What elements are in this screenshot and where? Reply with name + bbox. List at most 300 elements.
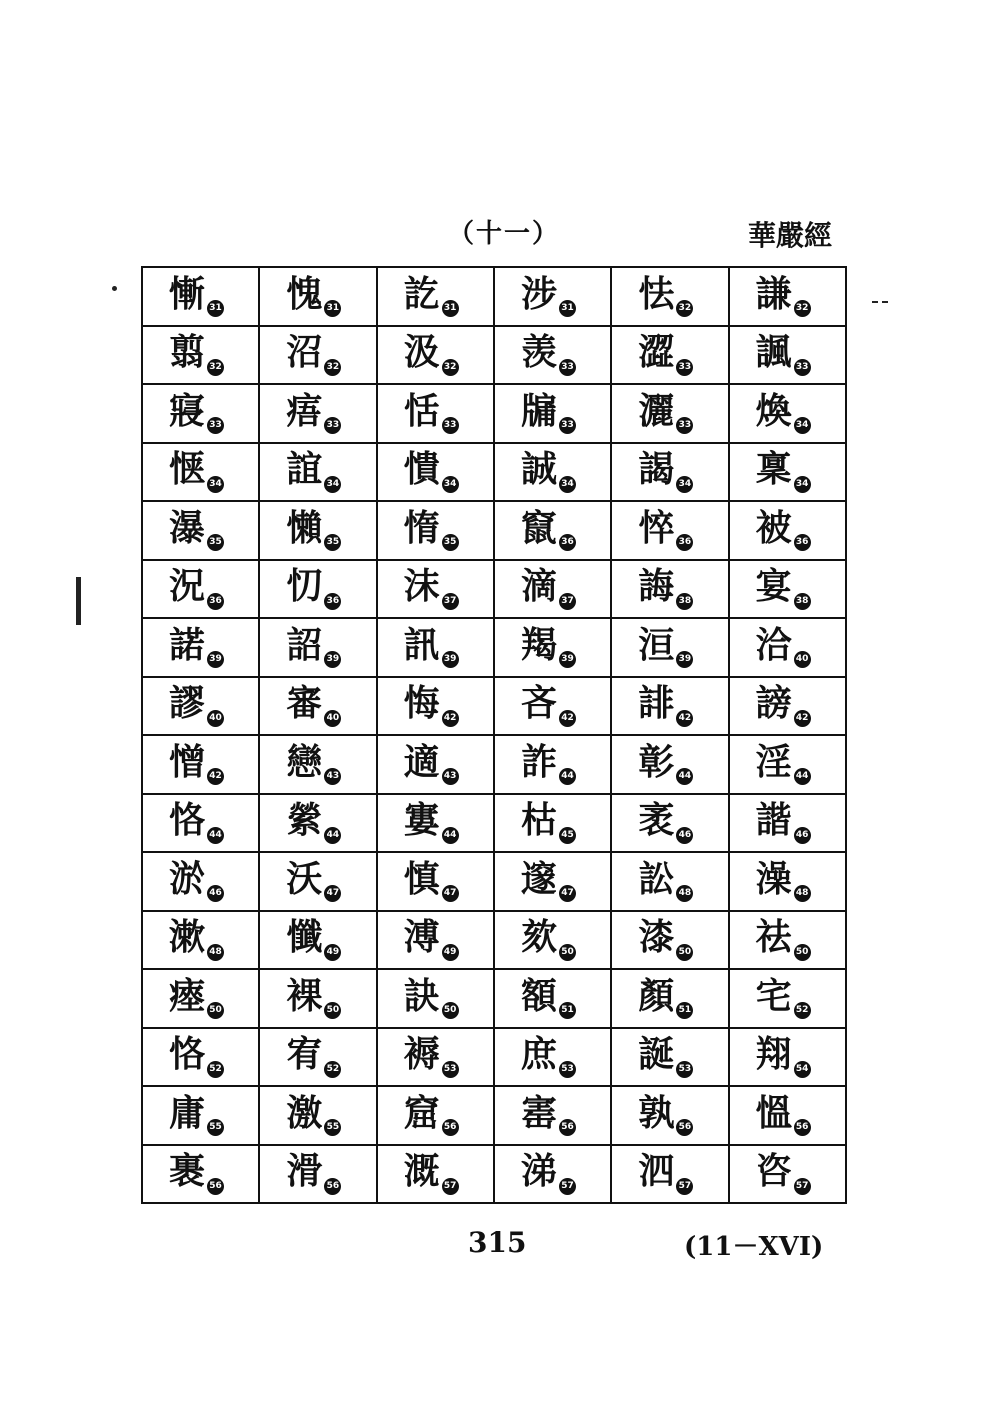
character-cell bbox=[259, 677, 376, 736]
character: 宥 bbox=[286, 1033, 323, 1075]
character: 庸 bbox=[169, 1091, 206, 1134]
character: 惬 bbox=[169, 448, 206, 490]
character-cell bbox=[611, 326, 728, 385]
character-cell bbox=[611, 1145, 728, 1204]
character-cell bbox=[259, 969, 376, 1028]
circled-number: 31 bbox=[442, 300, 459, 317]
circled-number: 53 bbox=[442, 1061, 459, 1078]
character: 淫 bbox=[755, 740, 792, 783]
table-row bbox=[142, 852, 846, 911]
table-row bbox=[142, 969, 846, 1028]
character-cell bbox=[142, 852, 259, 911]
character-cell bbox=[377, 501, 494, 560]
character: 漱 bbox=[169, 916, 206, 958]
character-cell bbox=[611, 384, 728, 443]
circled-number: 37 bbox=[559, 593, 576, 610]
character-cell bbox=[377, 560, 494, 619]
character-cell bbox=[377, 794, 494, 853]
character: 洹 bbox=[638, 623, 675, 666]
character: 涕 bbox=[520, 1150, 557, 1192]
character-cell bbox=[611, 1028, 728, 1087]
character: 沃 bbox=[286, 857, 323, 900]
circled-number: 36 bbox=[676, 534, 693, 551]
character: 澀 bbox=[638, 331, 675, 373]
circled-number: 42 bbox=[559, 710, 576, 727]
circled-number: 56 bbox=[324, 1178, 341, 1195]
circled-number: 35 bbox=[207, 534, 224, 551]
page-number: 315 bbox=[468, 1226, 527, 1259]
character-cell bbox=[377, 1086, 494, 1145]
circled-number: 34 bbox=[794, 476, 811, 493]
circled-number: 33 bbox=[676, 359, 693, 376]
character: 訖 bbox=[403, 272, 440, 315]
circled-number: 31 bbox=[207, 300, 224, 317]
character-cell bbox=[377, 443, 494, 502]
circled-number: 48 bbox=[207, 944, 224, 961]
character-cell bbox=[611, 618, 728, 677]
character: 孰 bbox=[638, 1091, 675, 1134]
character-cell bbox=[494, 1086, 611, 1145]
print-speck bbox=[882, 301, 888, 303]
character-cell bbox=[494, 326, 611, 385]
character: 誠 bbox=[520, 448, 557, 490]
character: 灑 bbox=[638, 389, 675, 432]
character-cell bbox=[729, 852, 846, 911]
circled-number: 39 bbox=[559, 651, 576, 668]
circled-number: 40 bbox=[207, 710, 224, 727]
character-cell bbox=[494, 735, 611, 794]
character: 被 bbox=[755, 506, 792, 549]
table-row bbox=[142, 1145, 846, 1204]
circled-number: 33 bbox=[559, 417, 576, 434]
circled-number: 34 bbox=[559, 476, 576, 493]
character-cell bbox=[494, 267, 611, 326]
circled-number: 36 bbox=[794, 534, 811, 551]
character-cell bbox=[142, 794, 259, 853]
circled-number: 47 bbox=[559, 885, 576, 902]
character-cell bbox=[377, 384, 494, 443]
character: 詔 bbox=[286, 623, 323, 666]
character-cell bbox=[729, 1086, 846, 1145]
circled-number: 34 bbox=[794, 417, 811, 434]
circled-number: 57 bbox=[442, 1178, 459, 1195]
circled-number: 36 bbox=[559, 534, 576, 551]
circled-number: 32 bbox=[794, 300, 811, 317]
character-cell bbox=[142, 560, 259, 619]
character-cell bbox=[259, 735, 376, 794]
character: 沼 bbox=[286, 331, 323, 373]
volume-code: (11－XVI) bbox=[684, 1232, 824, 1262]
circled-number: 31 bbox=[559, 300, 576, 317]
circled-number: 56 bbox=[676, 1119, 693, 1136]
character: 竄 bbox=[520, 506, 557, 549]
circled-number: 48 bbox=[676, 885, 693, 902]
character: 諧 bbox=[755, 799, 792, 841]
character: 欬 bbox=[520, 916, 557, 958]
character: 寚 bbox=[520, 1091, 557, 1134]
character: 訟 bbox=[638, 857, 675, 900]
character: 翦 bbox=[169, 331, 206, 373]
circled-number: 43 bbox=[324, 768, 341, 785]
table-row bbox=[142, 501, 846, 560]
character: 愧 bbox=[286, 272, 323, 315]
character-cell bbox=[729, 794, 846, 853]
print-speck bbox=[112, 286, 117, 291]
character: 澡 bbox=[755, 857, 792, 900]
circled-number: 56 bbox=[442, 1119, 459, 1136]
character-cell bbox=[377, 911, 494, 970]
circled-number: 42 bbox=[676, 710, 693, 727]
circled-number: 33 bbox=[676, 417, 693, 434]
circled-number: 49 bbox=[442, 944, 459, 961]
print-speck bbox=[872, 301, 878, 303]
character: 邃 bbox=[520, 857, 557, 900]
character: 咨 bbox=[755, 1150, 792, 1192]
character-cell bbox=[142, 735, 259, 794]
character-cell bbox=[377, 326, 494, 385]
circled-number: 56 bbox=[207, 1178, 224, 1195]
character: 痦 bbox=[286, 389, 323, 432]
character: 慎 bbox=[403, 857, 440, 900]
character-cell bbox=[377, 677, 494, 736]
character-cell bbox=[611, 969, 728, 1028]
character: 彰 bbox=[638, 740, 675, 783]
character: 謬 bbox=[169, 682, 206, 724]
character: 寠 bbox=[403, 799, 440, 841]
character-cell bbox=[494, 969, 611, 1028]
circled-number: 44 bbox=[676, 768, 693, 785]
circled-number: 52 bbox=[794, 1002, 811, 1019]
character: 枯 bbox=[520, 799, 557, 841]
character-cell bbox=[729, 560, 846, 619]
character: 懺 bbox=[286, 916, 323, 958]
character-cell bbox=[729, 1028, 846, 1087]
table-row bbox=[142, 618, 846, 677]
character: 審 bbox=[286, 682, 323, 724]
character: 訊 bbox=[403, 623, 440, 666]
character-cell bbox=[611, 443, 728, 502]
character: 裹 bbox=[169, 1150, 206, 1192]
circled-number: 53 bbox=[676, 1061, 693, 1078]
table-row bbox=[142, 1086, 846, 1145]
character-cell bbox=[494, 1028, 611, 1087]
character: 詐 bbox=[520, 740, 557, 783]
character: 漆 bbox=[638, 916, 675, 958]
character-cell bbox=[142, 1145, 259, 1204]
circled-number: 44 bbox=[324, 827, 341, 844]
character: 吝 bbox=[520, 682, 557, 724]
circled-number: 57 bbox=[559, 1178, 576, 1195]
character-cell bbox=[729, 443, 846, 502]
character: 謙 bbox=[755, 272, 792, 315]
character: 額 bbox=[520, 974, 557, 1017]
character: 訣 bbox=[403, 974, 440, 1017]
circled-number: 42 bbox=[207, 768, 224, 785]
circled-number: 36 bbox=[324, 593, 341, 610]
character: 淤 bbox=[169, 857, 206, 900]
character-cell bbox=[377, 735, 494, 794]
character-cell bbox=[729, 911, 846, 970]
character-cell bbox=[142, 1086, 259, 1145]
circled-number: 51 bbox=[559, 1002, 576, 1019]
circled-number: 35 bbox=[442, 534, 459, 551]
character: 憒 bbox=[403, 448, 440, 490]
character-cell bbox=[729, 384, 846, 443]
character-cell bbox=[729, 618, 846, 677]
character: 憎 bbox=[169, 740, 206, 783]
character-table bbox=[141, 266, 847, 1204]
character-cell bbox=[142, 384, 259, 443]
character: 慍 bbox=[755, 1091, 792, 1134]
circled-number: 42 bbox=[794, 710, 811, 727]
circled-number: 50 bbox=[442, 1002, 459, 1019]
character: 洽 bbox=[755, 623, 792, 666]
character-cell bbox=[142, 501, 259, 560]
circled-number: 39 bbox=[207, 651, 224, 668]
character: 瀑 bbox=[169, 506, 206, 549]
circled-number: 54 bbox=[794, 1061, 811, 1078]
sutra-title: 華嚴經 bbox=[748, 219, 833, 252]
character: 諷 bbox=[755, 331, 792, 373]
character: 宴 bbox=[755, 565, 792, 607]
character-cell bbox=[611, 852, 728, 911]
circled-number: 38 bbox=[676, 593, 693, 610]
character-cell bbox=[259, 267, 376, 326]
character: 瘞 bbox=[169, 974, 206, 1017]
character: 誨 bbox=[638, 565, 675, 607]
character: 寢 bbox=[169, 389, 206, 432]
circled-number: 43 bbox=[442, 768, 459, 785]
print-mark bbox=[76, 577, 81, 625]
character-cell bbox=[377, 267, 494, 326]
circled-number: 50 bbox=[559, 944, 576, 961]
character-cell bbox=[259, 618, 376, 677]
character: 怯 bbox=[638, 272, 675, 315]
character-cell bbox=[729, 969, 846, 1028]
character-cell bbox=[494, 384, 611, 443]
circled-number: 38 bbox=[794, 593, 811, 610]
character-cell bbox=[259, 560, 376, 619]
circled-number: 40 bbox=[794, 651, 811, 668]
character-cell bbox=[611, 267, 728, 326]
circled-number: 34 bbox=[676, 476, 693, 493]
circled-number: 34 bbox=[324, 476, 341, 493]
character-cell bbox=[611, 560, 728, 619]
character-cell bbox=[494, 618, 611, 677]
circled-number: 39 bbox=[676, 651, 693, 668]
character: 滴 bbox=[520, 565, 557, 607]
character: 慚 bbox=[169, 272, 206, 315]
character-cell bbox=[377, 852, 494, 911]
table-row bbox=[142, 1028, 846, 1087]
circled-number: 50 bbox=[207, 1002, 224, 1019]
character-cell bbox=[611, 1086, 728, 1145]
character-cell bbox=[494, 677, 611, 736]
table-row bbox=[142, 443, 846, 502]
table-row bbox=[142, 560, 846, 619]
character: 稟 bbox=[755, 448, 792, 490]
character: 汲 bbox=[403, 331, 440, 373]
table-row bbox=[142, 326, 846, 385]
character-cell bbox=[259, 1086, 376, 1145]
character-cell bbox=[729, 326, 846, 385]
circled-number: 39 bbox=[324, 651, 341, 668]
character-cell bbox=[729, 677, 846, 736]
circled-number: 39 bbox=[442, 651, 459, 668]
character: 窟 bbox=[403, 1091, 440, 1134]
circled-number: 46 bbox=[794, 827, 811, 844]
character-cell bbox=[377, 1145, 494, 1204]
character-cell bbox=[259, 384, 376, 443]
character-cell bbox=[611, 677, 728, 736]
circled-number: 47 bbox=[442, 885, 459, 902]
character: 縈 bbox=[286, 799, 323, 841]
character: 溉 bbox=[403, 1150, 440, 1192]
character-cell bbox=[494, 501, 611, 560]
character-cell bbox=[259, 1145, 376, 1204]
character: 悴 bbox=[638, 506, 675, 549]
character: 謗 bbox=[755, 682, 792, 724]
character: 懶 bbox=[286, 506, 323, 549]
circled-number: 46 bbox=[676, 827, 693, 844]
character-cell bbox=[494, 560, 611, 619]
circled-number: 50 bbox=[324, 1002, 341, 1019]
circled-number: 49 bbox=[324, 944, 341, 961]
character: 袤 bbox=[638, 799, 675, 841]
character: 謁 bbox=[638, 448, 675, 490]
circled-number: 52 bbox=[207, 1061, 224, 1078]
character-cell bbox=[259, 501, 376, 560]
character-cell bbox=[142, 443, 259, 502]
circled-number: 56 bbox=[794, 1119, 811, 1136]
character-cell bbox=[142, 267, 259, 326]
character: 祛 bbox=[755, 916, 792, 958]
character: 顏 bbox=[638, 974, 675, 1017]
circled-number: 44 bbox=[442, 827, 459, 844]
table-row bbox=[142, 794, 846, 853]
character: 恪 bbox=[169, 799, 206, 841]
character: 褥 bbox=[403, 1033, 440, 1075]
character: 牖 bbox=[520, 389, 557, 432]
circled-number: 48 bbox=[794, 885, 811, 902]
character-cell bbox=[377, 969, 494, 1028]
character-cell bbox=[729, 501, 846, 560]
table-row bbox=[142, 911, 846, 970]
circled-number: 36 bbox=[207, 593, 224, 610]
character: 況 bbox=[169, 565, 206, 607]
character-cell bbox=[611, 794, 728, 853]
circled-number: 33 bbox=[559, 359, 576, 376]
table-row bbox=[142, 677, 846, 736]
character: 泗 bbox=[638, 1150, 675, 1192]
character: 翔 bbox=[755, 1033, 792, 1075]
character-cell bbox=[611, 501, 728, 560]
character: 溥 bbox=[403, 916, 440, 958]
circled-number: 32 bbox=[442, 359, 459, 376]
character: 宅 bbox=[755, 974, 792, 1017]
character: 滑 bbox=[286, 1150, 323, 1192]
circled-number: 55 bbox=[207, 1119, 224, 1136]
circled-number: 33 bbox=[442, 417, 459, 434]
table-row bbox=[142, 735, 846, 794]
character-cell bbox=[142, 969, 259, 1028]
circled-number: 44 bbox=[794, 768, 811, 785]
character-cell bbox=[259, 1028, 376, 1087]
character: 誕 bbox=[638, 1033, 675, 1075]
circled-number: 52 bbox=[324, 1061, 341, 1078]
circled-number: 34 bbox=[442, 476, 459, 493]
character-cell bbox=[377, 618, 494, 677]
circled-number: 33 bbox=[794, 359, 811, 376]
character: 誼 bbox=[286, 448, 323, 490]
circled-number: 57 bbox=[794, 1178, 811, 1195]
character-cell bbox=[142, 326, 259, 385]
circled-number: 50 bbox=[676, 944, 693, 961]
character-cell bbox=[494, 911, 611, 970]
character-cell bbox=[259, 911, 376, 970]
character-cell bbox=[494, 852, 611, 911]
table-row bbox=[142, 267, 846, 326]
circled-number: 50 bbox=[794, 944, 811, 961]
circled-number: 32 bbox=[676, 300, 693, 317]
character-cell bbox=[729, 1145, 846, 1204]
circled-number: 47 bbox=[324, 885, 341, 902]
character: 庶 bbox=[520, 1033, 557, 1075]
character: 諾 bbox=[169, 623, 206, 666]
character-cell bbox=[611, 735, 728, 794]
character-cell bbox=[259, 443, 376, 502]
character-cell bbox=[142, 677, 259, 736]
character: 悔 bbox=[403, 682, 440, 724]
character: 涉 bbox=[520, 272, 557, 315]
circled-number: 37 bbox=[442, 593, 459, 610]
circled-number: 56 bbox=[559, 1119, 576, 1136]
character: 惰 bbox=[403, 506, 440, 549]
circled-number: 57 bbox=[676, 1178, 693, 1195]
character-cell bbox=[259, 794, 376, 853]
character: 恪 bbox=[169, 1033, 206, 1075]
circled-number: 55 bbox=[324, 1119, 341, 1136]
character: 誹 bbox=[638, 682, 675, 724]
circled-number: 42 bbox=[442, 710, 459, 727]
character-cell bbox=[259, 326, 376, 385]
character-cell bbox=[142, 618, 259, 677]
character: 煥 bbox=[755, 389, 792, 432]
character: 沫 bbox=[403, 565, 440, 607]
character-cell bbox=[729, 735, 846, 794]
table-row bbox=[142, 384, 846, 443]
circled-number: 44 bbox=[207, 827, 224, 844]
character-cell bbox=[494, 443, 611, 502]
circled-number: 53 bbox=[559, 1061, 576, 1078]
circled-number: 32 bbox=[207, 359, 224, 376]
character: 適 bbox=[403, 740, 440, 783]
character: 激 bbox=[286, 1091, 323, 1134]
character: 恬 bbox=[403, 389, 440, 432]
circled-number: 40 bbox=[324, 710, 341, 727]
character-cell bbox=[729, 267, 846, 326]
character-cell bbox=[494, 794, 611, 853]
circled-number: 33 bbox=[324, 417, 341, 434]
circled-number: 32 bbox=[324, 359, 341, 376]
character-cell bbox=[259, 852, 376, 911]
circled-number: 51 bbox=[676, 1002, 693, 1019]
circled-number: 46 bbox=[207, 885, 224, 902]
character: 羯 bbox=[520, 623, 557, 666]
character-cell bbox=[377, 1028, 494, 1087]
circled-number: 35 bbox=[324, 534, 341, 551]
circled-number: 44 bbox=[559, 768, 576, 785]
